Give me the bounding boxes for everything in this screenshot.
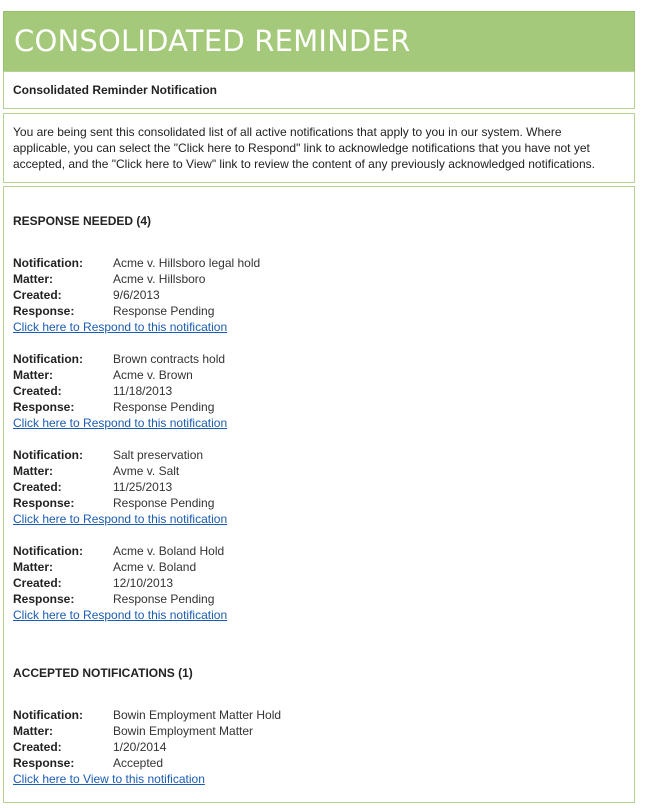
- matter-value: Acme v. Brown: [113, 368, 193, 382]
- created-label: Created:: [13, 288, 62, 302]
- notification-item: [13, 543, 513, 623]
- response-label: Response:: [13, 496, 75, 510]
- matter-label: Matter:: [13, 368, 54, 382]
- created-label: Created:: [13, 480, 62, 494]
- notification-label: Notification:: [13, 352, 83, 366]
- notification-value: Salt preservation: [113, 448, 204, 462]
- notification-label: Notification:: [13, 544, 83, 558]
- response-value: Response Pending: [113, 496, 215, 510]
- response-needed-heading: RESPONSE NEEDED (4): [13, 214, 152, 228]
- response-value: Response Pending: [113, 304, 215, 318]
- created-value: 1/20/2014: [113, 740, 167, 754]
- respond-link[interactable]: Click here to Respond to this notification: [13, 416, 228, 430]
- accepted-heading: ACCEPTED NOTIFICATIONS (1): [13, 666, 193, 680]
- response-value: Response Pending: [113, 592, 215, 606]
- notification-label: Notification:: [13, 256, 83, 270]
- notification-item: [13, 255, 513, 335]
- notification-value: Acme v. Boland Hold: [113, 544, 225, 558]
- intro-text: You are being sent this consolidated list of all active notifications that apply to you in our system. Where applicable, you can select the "Click here to Respond" link to acknowledge notifications that you have not yet accepted, and the "Click here to View" link to review the content of any previously acknowledged notifications.: [13, 125, 595, 171]
- view-link[interactable]: Click here to View to this notification: [13, 772, 205, 786]
- respond-link[interactable]: Click here to Respond to this notification: [13, 512, 228, 526]
- response-label: Response:: [13, 756, 75, 770]
- notification-label: Notification:: [13, 708, 83, 722]
- notification-label: Notification:: [13, 448, 83, 462]
- matter-label: Matter:: [13, 464, 54, 478]
- matter-value: Bowin Employment Matter: [113, 724, 254, 738]
- matter-value: Acme v. Boland: [113, 560, 197, 574]
- notification-value: Bowin Employment Matter Hold: [113, 708, 282, 722]
- created-value: 12/10/2013: [113, 576, 174, 590]
- response-label: Response:: [13, 592, 75, 606]
- created-label: Created:: [13, 384, 62, 398]
- created-label: Created:: [13, 576, 62, 590]
- response-label: Response:: [13, 304, 75, 318]
- intro-box: [3, 113, 635, 183]
- matter-label: Matter:: [13, 272, 54, 286]
- respond-link[interactable]: Click here to Respond to this notification: [13, 608, 228, 622]
- created-value: 11/18/2013: [113, 384, 173, 398]
- matter-value: Avme v. Salt: [113, 464, 180, 478]
- response-label: Response:: [13, 400, 75, 414]
- notification-item: [13, 447, 513, 527]
- notification-item: [13, 351, 513, 431]
- page-title: CONSOLIDATED REMINDER: [14, 24, 411, 58]
- notifications-panel: [3, 186, 635, 803]
- response-value: Response Pending: [113, 400, 215, 414]
- created-value: 9/6/2013: [113, 288, 160, 302]
- created-label: Created:: [13, 740, 62, 754]
- matter-label: Matter:: [13, 560, 54, 574]
- subheader-box: [3, 71, 635, 109]
- notification-item: [13, 707, 513, 787]
- created-value: 11/25/2013: [113, 480, 173, 494]
- matter-label: Matter:: [13, 724, 54, 738]
- notification-value: Acme v. Hillsboro legal hold: [113, 256, 261, 270]
- respond-link[interactable]: Click here to Respond to this notification: [13, 320, 228, 334]
- matter-value: Acme v. Hillsboro: [113, 272, 206, 286]
- subheader-title: Consolidated Reminder Notification: [13, 83, 218, 97]
- header-banner: [3, 11, 635, 72]
- notification-value: Brown contracts hold: [113, 352, 226, 366]
- response-value: Accepted: [113, 756, 164, 770]
